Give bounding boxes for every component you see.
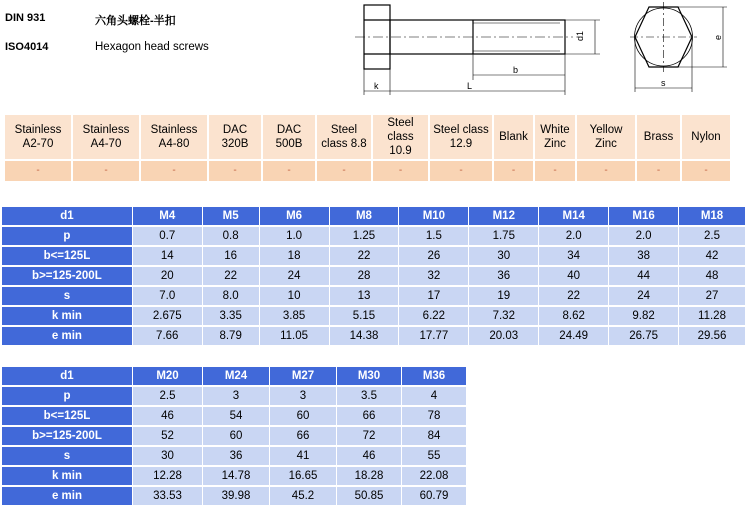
table-header-row: [2, 367, 466, 385]
material-mark: -: [73, 161, 139, 181]
column-header-size: M18: [679, 207, 745, 225]
material-cell: Brass: [637, 115, 680, 159]
table-cell: 18: [260, 247, 329, 265]
table-cell: 54: [203, 407, 269, 425]
material-mark: -: [637, 161, 680, 181]
table-row: [2, 287, 745, 305]
table-cell: 18.28: [337, 467, 401, 485]
dim-s-label: s: [661, 78, 666, 88]
table-cell: 44: [609, 267, 678, 285]
table-cell: 52: [133, 427, 202, 445]
table-cell: 36: [469, 267, 538, 285]
table-cell: 42: [679, 247, 745, 265]
table-cell: 1.25: [330, 227, 399, 245]
table-row: [2, 247, 745, 265]
material-mark: -: [682, 161, 730, 181]
table-row: [2, 447, 466, 465]
table-row: [2, 487, 466, 505]
table-cell: 84: [402, 427, 466, 445]
table-cell: 2.5: [679, 227, 745, 245]
table-cell: 36: [203, 447, 269, 465]
material-mark: -: [141, 161, 207, 181]
row-label: s: [2, 447, 132, 465]
table-cell: 60: [203, 427, 269, 445]
table-row: [2, 307, 745, 325]
table-cell: 17.77: [399, 327, 468, 345]
dim-k-label: k: [374, 81, 379, 91]
table-cell: 22: [203, 267, 259, 285]
material-cell: Blank: [494, 115, 533, 159]
table-cell: 30: [469, 247, 538, 265]
material-cell: Stainless A2-70: [5, 115, 71, 159]
table-cell: 11.28: [679, 307, 745, 325]
material-cell: Stainless A4-70: [73, 115, 139, 159]
column-header-size: M12: [469, 207, 538, 225]
column-header-size: M4: [133, 207, 202, 225]
material-mark: -: [577, 161, 635, 181]
column-header-size: M20: [133, 367, 202, 385]
table-cell: 10: [260, 287, 329, 305]
row-label: s: [2, 287, 132, 305]
material-cell: Steel class 8.8: [317, 115, 371, 159]
table-cell: 14.78: [203, 467, 269, 485]
material-mark: -: [535, 161, 575, 181]
table-cell: 39.98: [203, 487, 269, 505]
table-cell: 8.79: [203, 327, 259, 345]
table-cell: 16.65: [270, 467, 336, 485]
table-cell: 14: [133, 247, 202, 265]
table-cell: 0.8: [203, 227, 259, 245]
column-header-size: M8: [330, 207, 399, 225]
row-label: b>=125-200L: [2, 427, 132, 445]
table-cell: 3: [203, 387, 269, 405]
materials-marks-row: [5, 161, 730, 181]
table-cell: 41: [270, 447, 336, 465]
table-cell: 3.35: [203, 307, 259, 325]
row-label: b<=125L: [2, 247, 132, 265]
table-cell: 2.5: [133, 387, 202, 405]
row-label: e min: [2, 327, 132, 345]
material-cell: DAC 500B: [263, 115, 315, 159]
table-cell: 3.85: [260, 307, 329, 325]
table-cell: 3.5: [337, 387, 401, 405]
material-mark: -: [373, 161, 428, 181]
column-header-size: M30: [337, 367, 401, 385]
table-cell: 26.75: [609, 327, 678, 345]
table-cell: 34: [539, 247, 608, 265]
spec-table-large-sizes: [1, 365, 467, 507]
table-cell: 40: [539, 267, 608, 285]
table-cell: 32: [399, 267, 468, 285]
column-header-size: M36: [402, 367, 466, 385]
table-cell: 33.53: [133, 487, 202, 505]
table-cell: 60.79: [402, 487, 466, 505]
table-cell: 24: [609, 287, 678, 305]
table-cell: 7.32: [469, 307, 538, 325]
column-header-size: M16: [609, 207, 678, 225]
table-cell: 20.03: [469, 327, 538, 345]
table-cell: 66: [337, 407, 401, 425]
table-cell: 1.0: [260, 227, 329, 245]
dim-b-label: b: [513, 65, 519, 75]
dim-e-label: e: [713, 34, 723, 40]
table-cell: 50.85: [337, 487, 401, 505]
material-mark: -: [5, 161, 71, 181]
table-cell: 28: [330, 267, 399, 285]
table-cell: 8.62: [539, 307, 608, 325]
table-cell: 2.675: [133, 307, 202, 325]
table-row: [2, 407, 466, 425]
column-header-size: M24: [203, 367, 269, 385]
material-cell: White Zinc: [535, 115, 575, 159]
column-header-size: M27: [270, 367, 336, 385]
material-cell: Nylon: [682, 115, 730, 159]
table-cell: 6.22: [399, 307, 468, 325]
table-cell: 5.15: [330, 307, 399, 325]
material-mark: -: [430, 161, 492, 181]
table-cell: 8.0: [203, 287, 259, 305]
table-cell: 16: [203, 247, 259, 265]
row-label: p: [2, 387, 132, 405]
table-row: [2, 267, 745, 285]
table-row: [2, 467, 466, 485]
table-cell: 7.0: [133, 287, 202, 305]
standard-din: DIN 931: [5, 12, 46, 24]
title-english: Hexagon head screws: [95, 41, 209, 53]
table-cell: 26: [399, 247, 468, 265]
table-cell: 30: [133, 447, 202, 465]
row-label: k min: [2, 467, 132, 485]
table-cell: 11.05: [260, 327, 329, 345]
table-cell: 29.56: [679, 327, 745, 345]
table-cell: 60: [270, 407, 336, 425]
table-cell: 66: [270, 427, 336, 445]
table-cell: 2.0: [609, 227, 678, 245]
column-header-d1: d1: [2, 367, 132, 385]
table-cell: 22: [330, 247, 399, 265]
table-row: [2, 227, 745, 245]
table-row: [2, 427, 466, 445]
materials-row: [5, 115, 730, 159]
material-cell: Steel class 12.9: [430, 115, 492, 159]
row-label: b>=125-200L: [2, 267, 132, 285]
row-label: e min: [2, 487, 132, 505]
table-cell: 46: [133, 407, 202, 425]
table-header-row: [2, 207, 745, 225]
table-cell: 1.5: [399, 227, 468, 245]
table-cell: 46: [337, 447, 401, 465]
column-header-size: M5: [203, 207, 259, 225]
table-cell: 24.49: [539, 327, 608, 345]
table-cell: 20: [133, 267, 202, 285]
table-cell: 22.08: [402, 467, 466, 485]
table-cell: 7.66: [133, 327, 202, 345]
table-cell: 55: [402, 447, 466, 465]
row-label: p: [2, 227, 132, 245]
table-cell: 12.28: [133, 467, 202, 485]
table-cell: 0.7: [133, 227, 202, 245]
bolt-side-view: [355, 5, 600, 95]
row-label: b<=125L: [2, 407, 132, 425]
table-cell: 17: [399, 287, 468, 305]
table-cell: 72: [337, 427, 401, 445]
title-chinese: 六角头螺栓-半扣: [95, 15, 176, 27]
table-cell: 19: [469, 287, 538, 305]
table-cell: 78: [402, 407, 466, 425]
table-cell: 22: [539, 287, 608, 305]
bolt-drawing: [355, 0, 746, 100]
table-cell: 48: [679, 267, 745, 285]
material-cell: Stainless A4-80: [141, 115, 207, 159]
table-cell: 45.2: [270, 487, 336, 505]
bolt-end-view: [630, 2, 727, 92]
material-mark: -: [209, 161, 261, 181]
table-cell: 27: [679, 287, 745, 305]
column-header-size: M6: [260, 207, 329, 225]
table-row: [2, 387, 466, 405]
dim-L-label: L: [467, 81, 473, 91]
material-mark: -: [494, 161, 533, 181]
material-cell: DAC 320B: [209, 115, 261, 159]
material-cell: Steel class 10.9: [373, 115, 428, 159]
table-row: [2, 327, 745, 345]
table-cell: 2.0: [539, 227, 608, 245]
dim-d1-label: d1: [575, 30, 585, 41]
table-cell: 38: [609, 247, 678, 265]
materials-table: [3, 113, 732, 183]
table-cell: 1.75: [469, 227, 538, 245]
standard-iso: ISO4014: [5, 41, 49, 53]
table-cell: 14.38: [330, 327, 399, 345]
column-header-size: M10: [399, 207, 468, 225]
material-mark: -: [317, 161, 371, 181]
material-mark: -: [263, 161, 315, 181]
column-header-d1: d1: [2, 207, 132, 225]
row-label: k min: [2, 307, 132, 325]
table-cell: 24: [260, 267, 329, 285]
table-cell: 3: [270, 387, 336, 405]
material-cell: Yellow Zinc: [577, 115, 635, 159]
spec-table-small-sizes: [1, 205, 746, 347]
table-cell: 13: [330, 287, 399, 305]
column-header-size: M14: [539, 207, 608, 225]
table-cell: 9.82: [609, 307, 678, 325]
table-cell: 4: [402, 387, 466, 405]
